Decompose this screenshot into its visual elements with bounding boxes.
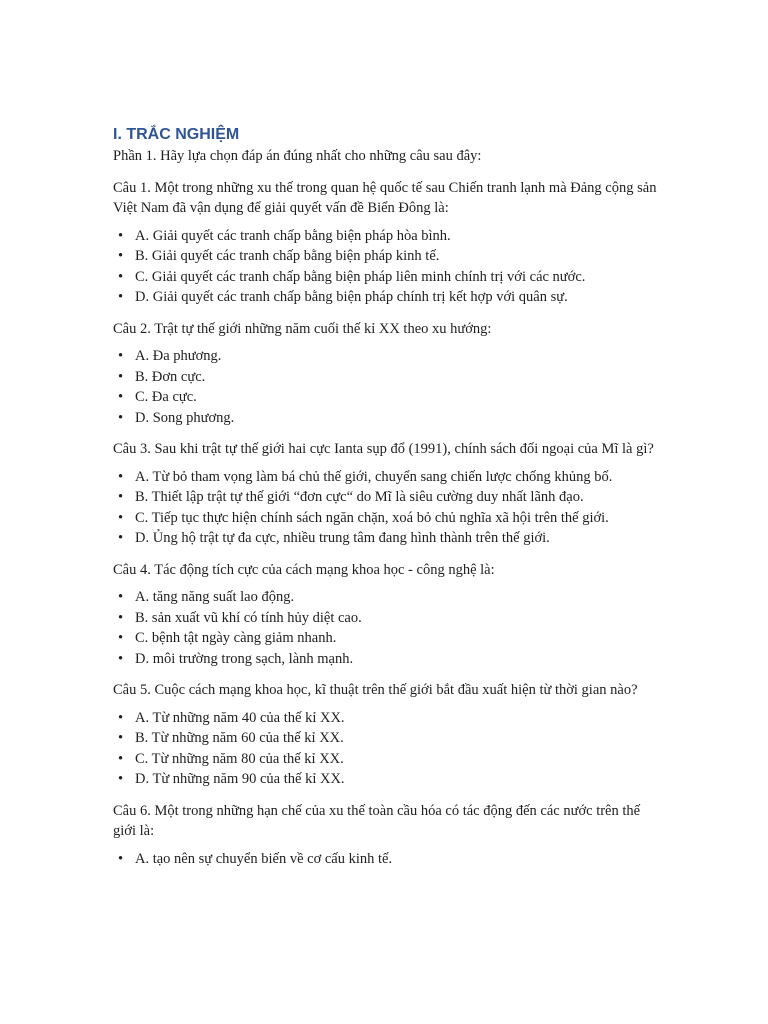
bullet-icon: • (118, 409, 124, 426)
bullet-icon: • (118, 771, 124, 787)
document-content (113, 124, 658, 880)
question-2 (113, 319, 658, 429)
question-1 (113, 178, 658, 308)
answer-text: A. Từ những năm 40 của thế kỉ XX. (135, 709, 345, 726)
answer-list (113, 226, 658, 308)
answer-option (113, 346, 658, 367)
answer-option (113, 267, 658, 288)
bullet-icon: • (118, 489, 124, 505)
answer-text: B. Đơn cực. (135, 368, 206, 385)
bullet-icon: • (118, 709, 124, 726)
answer-text: D. môi trường trong sạch, lành mạnh. (135, 650, 354, 667)
answer-option (113, 387, 658, 408)
question-5 (113, 680, 658, 790)
answer-list (113, 587, 658, 669)
bullet-icon: • (118, 750, 124, 767)
question-text: Câu 5. Cuộc cách mạng khoa học, kĩ thuật trên thế giới bắt đầu xuất hiện từ thời gian nào? (113, 682, 638, 698)
answer-option (113, 849, 658, 870)
bullet-icon: • (118, 650, 124, 667)
question-text: Câu 4. Tác động tích cực của cách mạng khoa học - công nghệ là: (113, 561, 495, 578)
answer-option (113, 649, 658, 670)
answer-text: D. Song phương. (135, 409, 235, 426)
answer-option (113, 487, 658, 508)
bullet-icon: • (118, 248, 124, 264)
bullet-icon: • (118, 468, 124, 485)
answer-list (113, 467, 658, 549)
answer-text: D. Từ những năm 90 của thế kỉ XX. (135, 771, 345, 787)
answer-option (113, 708, 658, 729)
answer-text: A. Đa phương. (135, 348, 222, 364)
answer-option (113, 287, 658, 308)
question-4 (113, 560, 658, 670)
bullet-icon: • (118, 850, 124, 867)
answer-option (113, 508, 658, 529)
answer-option (113, 608, 658, 629)
answer-option (113, 628, 658, 649)
question-3 (113, 439, 658, 549)
answer-text: A. Giải quyết các tranh chấp bằng biện pháp hòa bình. (135, 227, 451, 244)
question-6 (113, 801, 658, 870)
bullet-icon: • (118, 227, 124, 244)
bullet-icon: • (118, 630, 124, 646)
question-text: Câu 1. Một trong những xu thế trong quan hệ quốc tế sau Chiến tranh lạnh mà Đảng cộng sản Việt Nam đã vận dụng để giải quyết vấn đề Biển Đông là: (113, 179, 657, 216)
answer-text: C. Đa cực. (135, 389, 197, 405)
answer-option (113, 769, 658, 790)
answer-text: A. tạo nên sự chuyển biến về cơ cấu kinh tế. (135, 850, 393, 867)
answer-option (113, 587, 658, 608)
answer-option (113, 408, 658, 429)
answer-text: B. Giải quyết các tranh chấp bằng biện pháp kinh tế. (135, 248, 440, 264)
answer-text: C. Giải quyết các tranh chấp bằng biện pháp liên minh chính trị với các nước. (135, 268, 586, 285)
answer-text: C. Từ những năm 80 của thế kỉ XX. (135, 750, 344, 767)
question-text: Câu 6. Một trong những hạn chế của xu thế toàn cầu hóa có tác động đến các nước trên thế giới là: (113, 802, 641, 839)
answer-option (113, 528, 658, 549)
bullet-icon: • (118, 609, 124, 626)
answer-text: C. bệnh tật ngày càng giảm nhanh. (135, 630, 337, 646)
answer-option (113, 467, 658, 488)
answer-list (113, 849, 658, 870)
question-text: Câu 3. Sau khi trật tự thế giới hai cực Ianta sụp đổ (1991), chính sách đối ngoại của Mĩ là gì? (113, 441, 654, 457)
bullet-icon: • (118, 730, 124, 746)
answer-list (113, 346, 658, 428)
answer-list (113, 708, 658, 790)
question-text: Câu 2. Trật tự thế giới những năm cuối thế kỉ XX theo xu hướng: (113, 320, 492, 337)
answer-text: B. Từ những năm 60 của thế kỉ XX. (135, 730, 344, 746)
answer-text: A. Từ bỏ tham vọng làm bá chủ thế giới, chuyển sang chiến lược chống khủng bố. (135, 468, 613, 485)
bullet-icon: • (118, 268, 124, 285)
answer-text: D. Ủng hộ trật tự đa cực, nhiều trung tâm đang hình thành trên thế giới. (135, 530, 550, 546)
answer-text: B. Thiết lập trật tự thế giới “đơn cực“ do Mĩ là siêu cường duy nhất lãnh đạo. (135, 489, 584, 505)
answer-option (113, 226, 658, 247)
answer-text: D. Giải quyết các tranh chấp bằng biện pháp chính trị kết hợp với quân sự. (135, 289, 568, 305)
answer-option (113, 728, 658, 749)
bullet-icon: • (118, 368, 124, 385)
answer-text: C. Tiếp tục thực hiện chính sách ngăn chặn, xoá bỏ chủ nghĩa xã hội trên thế giới. (135, 509, 609, 526)
section-intro: Phần 1. Hãy lựa chọn đáp án đúng nhất cho những câu sau đây: (113, 148, 482, 164)
bullet-icon: • (118, 389, 124, 405)
answer-option (113, 749, 658, 770)
answer-text: B. sản xuất vũ khí có tính hủy diệt cao. (135, 609, 362, 626)
bullet-icon: • (118, 589, 124, 605)
bullet-icon: • (118, 289, 124, 305)
bullet-icon: • (118, 348, 124, 364)
bullet-icon: • (118, 509, 124, 526)
answer-option (113, 367, 658, 388)
answer-option (113, 246, 658, 267)
answer-text: A. tăng năng suất lao động. (135, 589, 295, 605)
section-heading: I. TRẮC NGHIỆM (113, 126, 240, 143)
bullet-icon: • (118, 530, 124, 546)
